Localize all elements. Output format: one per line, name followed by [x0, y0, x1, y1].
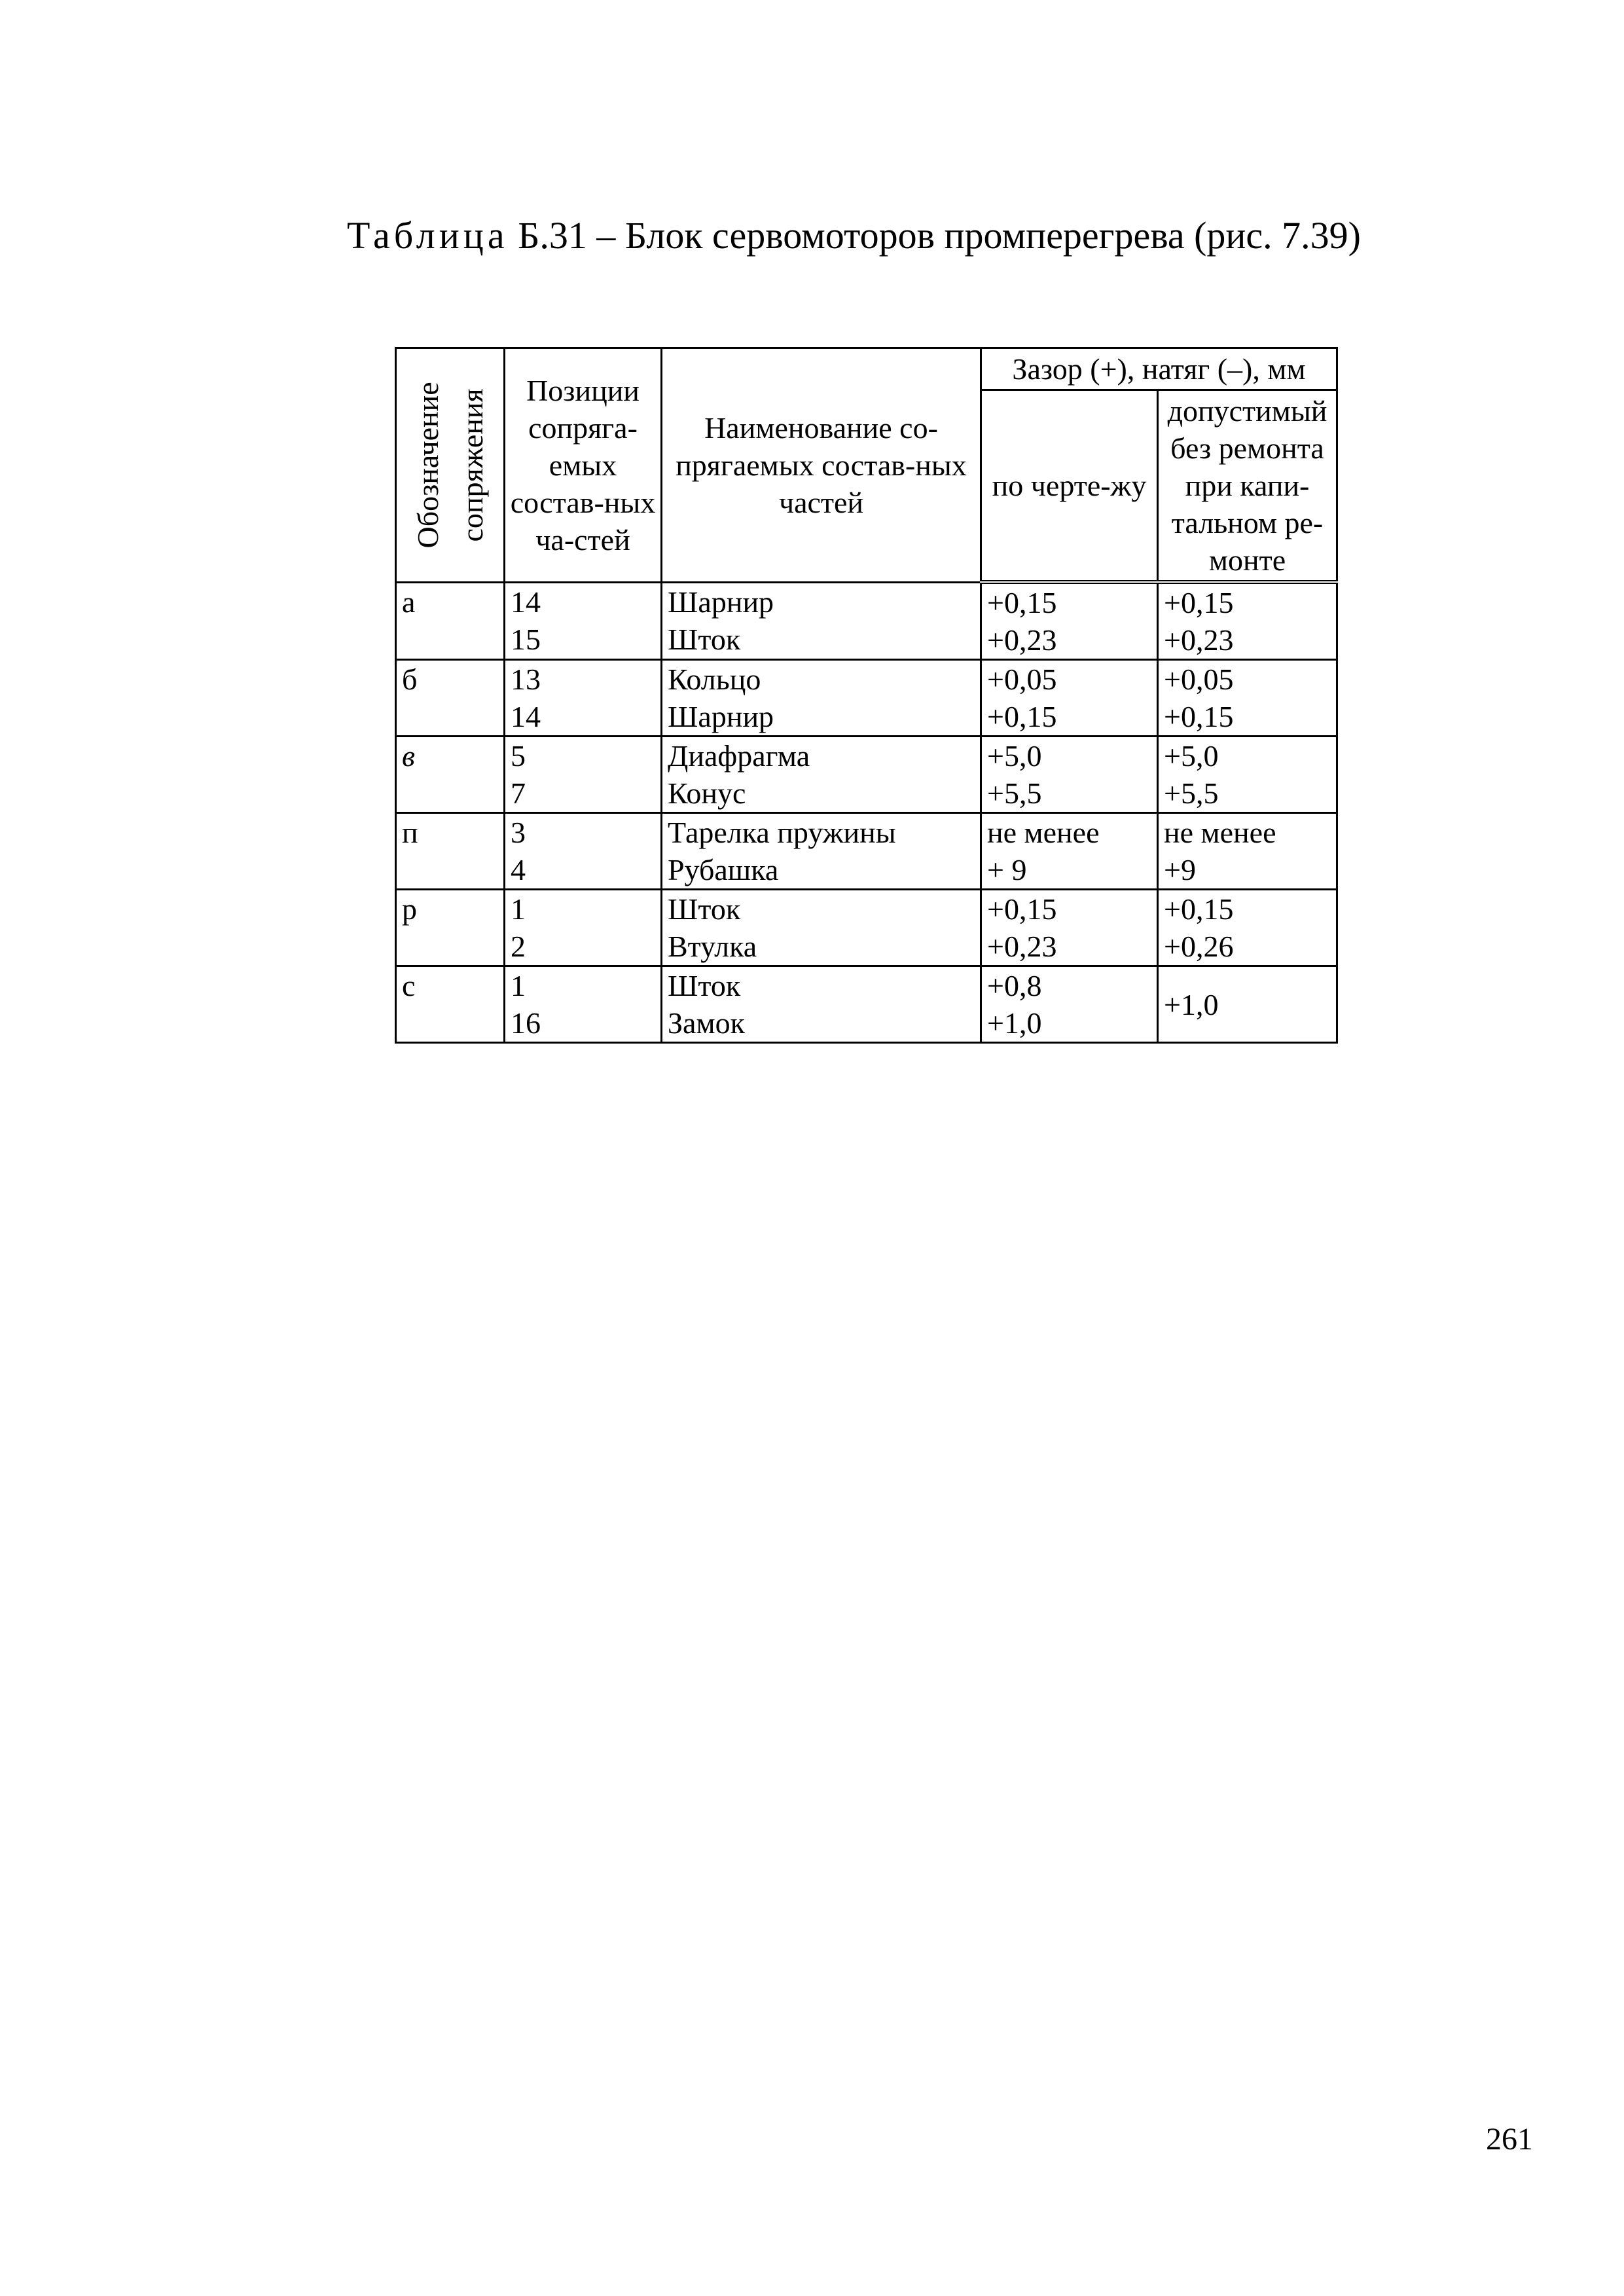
- designation-cell: р: [396, 890, 505, 966]
- header-gap-group: Зазор (+), натяг (–), мм: [981, 348, 1337, 390]
- allowed-cell: [1158, 737, 1337, 813]
- designation-cell: б: [396, 660, 505, 737]
- part-name: Шарнир: [668, 700, 774, 733]
- table-row: [396, 813, 1337, 890]
- position-value: 3: [511, 816, 526, 849]
- header-name: Наименование со-прягаемых состав-ных частей: [662, 348, 981, 583]
- positions-cell: [505, 737, 662, 813]
- gap-value: +5,0: [1164, 739, 1219, 773]
- part-name: Замок: [668, 1006, 745, 1040]
- position-value: 16: [511, 1006, 541, 1040]
- part-name: Конус: [668, 776, 746, 810]
- position-value: 2: [511, 930, 526, 963]
- position-value: 7: [511, 776, 526, 810]
- gap-value: +0,23: [1164, 623, 1234, 657]
- gap-value: +0,05: [1164, 663, 1234, 696]
- part-name-cell: [662, 813, 981, 890]
- position-value: 1: [511, 969, 526, 1002]
- designation-cell: с: [396, 966, 505, 1043]
- designation-cell: а: [396, 582, 505, 660]
- by-drawing-cell: [981, 737, 1158, 813]
- positions-cell: [505, 813, 662, 890]
- part-name: Диафрагма: [668, 739, 810, 773]
- gap-value: + 9: [987, 853, 1027, 886]
- gap-value: +0,15: [1164, 700, 1234, 733]
- table-row: [396, 582, 1337, 660]
- gap-value: +5,5: [1164, 776, 1219, 810]
- gap-value: +0,15: [987, 700, 1057, 733]
- designation-cell: п: [396, 813, 505, 890]
- page-number: 261: [1486, 2122, 1533, 2157]
- table-row: [396, 966, 1337, 1043]
- positions-cell: [505, 582, 662, 660]
- gap-value: +5,0: [987, 739, 1042, 773]
- allowed-cell: [1158, 582, 1337, 660]
- gap-value: +0,23: [987, 930, 1057, 963]
- gap-value: +9: [1164, 853, 1196, 886]
- part-name: Втулка: [668, 930, 757, 963]
- positions-cell: [505, 966, 662, 1043]
- part-name-cell: [662, 737, 981, 813]
- gap-value: +0,15: [1164, 586, 1234, 619]
- part-name-cell: [662, 890, 981, 966]
- gap-value: не менее: [1164, 816, 1276, 849]
- part-name-cell: [662, 582, 981, 660]
- gap-value: +5,5: [987, 776, 1042, 810]
- header-allowed: допустимый без ремонта при капи-тальном ре-монте: [1158, 390, 1337, 583]
- gap-value: +0,8: [987, 969, 1042, 1002]
- designation-cell: в: [396, 737, 505, 813]
- table-header-row: [396, 348, 1337, 390]
- table-row: [396, 660, 1337, 737]
- gap-value: +0,15: [1164, 892, 1234, 926]
- position-value: 5: [511, 739, 526, 773]
- mating-parts-table: [395, 347, 1338, 1044]
- by-drawing-cell: [981, 660, 1158, 737]
- header-designation: [396, 348, 505, 583]
- part-name: Шток: [668, 892, 741, 926]
- allowed-cell: [1158, 660, 1337, 737]
- part-name: Рубашка: [668, 853, 779, 886]
- position-value: 15: [511, 622, 541, 656]
- positions-cell: [505, 660, 662, 737]
- position-value: 13: [511, 663, 541, 696]
- position-value: 14: [511, 700, 541, 733]
- gap-value: +0,26: [1164, 930, 1234, 963]
- table-caption: [347, 210, 1361, 262]
- gap-value: +1,0: [987, 1006, 1042, 1040]
- part-name-cell: [662, 660, 981, 737]
- allowed-cell: [1158, 813, 1337, 890]
- position-value: 1: [511, 892, 526, 926]
- header-by-drawing: по черте-жу: [981, 390, 1158, 583]
- allowed-cell: +1,0: [1158, 966, 1337, 1043]
- header-designation-text: Обозначение сопряжения: [410, 382, 489, 549]
- by-drawing-cell: [981, 813, 1158, 890]
- gap-value: +0,05: [987, 663, 1057, 696]
- caption-text: Б.31 – Блок сервомоторов промперегрева (рис. 7.39): [508, 214, 1361, 257]
- table-row: [396, 890, 1337, 966]
- part-name: Кольцо: [668, 663, 761, 696]
- part-name: Тарелка пружины: [668, 816, 896, 849]
- table-row: [396, 737, 1337, 813]
- by-drawing-cell: [981, 890, 1158, 966]
- gap-value: +0,15: [987, 892, 1057, 926]
- position-value: 4: [511, 853, 526, 886]
- part-name: Шарнир: [668, 585, 774, 619]
- by-drawing-cell: [981, 966, 1158, 1043]
- positions-cell: [505, 890, 662, 966]
- gap-value: не менее: [987, 816, 1100, 849]
- caption-label: Таблица: [347, 214, 509, 257]
- position-value: 14: [511, 585, 541, 619]
- by-drawing-cell: [981, 582, 1158, 660]
- allowed-cell: [1158, 890, 1337, 966]
- gap-value: +0,15: [987, 586, 1057, 619]
- part-name: Шток: [668, 969, 741, 1002]
- gap-value: +0,23: [987, 623, 1057, 657]
- part-name: Шток: [668, 622, 741, 656]
- part-name-cell: [662, 966, 981, 1043]
- header-positions: Позиции сопряга-емых состав-ных ча-стей: [505, 348, 662, 583]
